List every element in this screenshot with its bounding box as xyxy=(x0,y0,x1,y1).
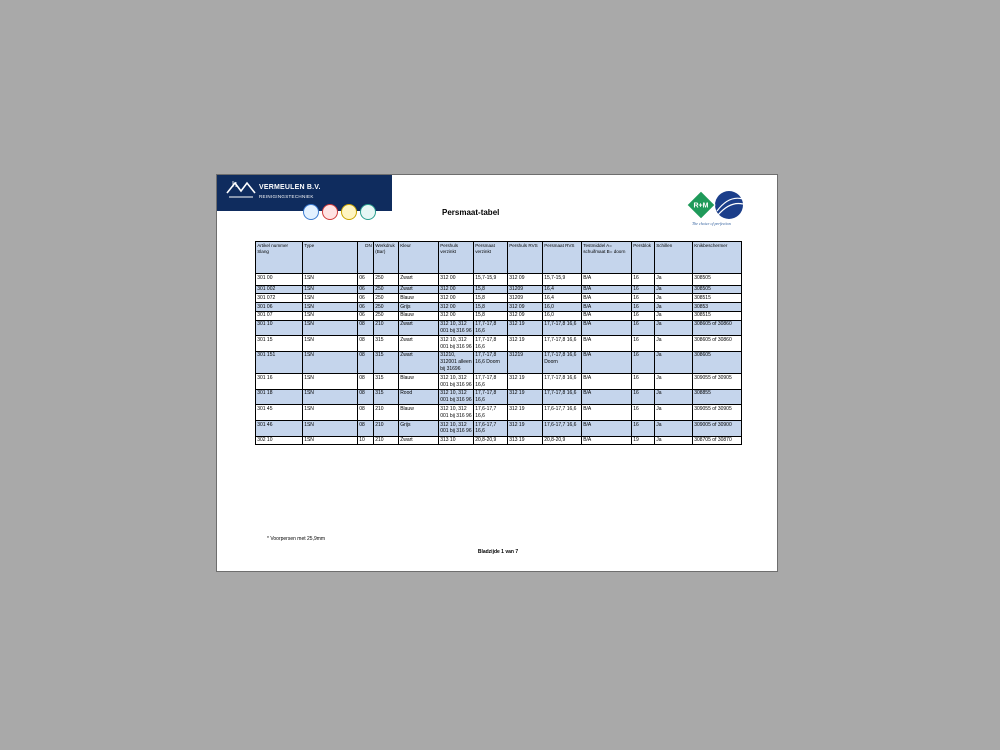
table-cell-persmaat-rvs: 17,6-17,7 16,6 xyxy=(543,405,582,421)
table-cell-schillen: Ja xyxy=(655,336,693,352)
table-row xyxy=(256,436,742,445)
column-header: DN xyxy=(358,242,374,274)
table-cell-pershuls-verzinkt: 31210, 312001 alleen bij 31696 xyxy=(440,352,472,372)
table-cell-artikel: 301 46 xyxy=(256,421,303,437)
table-cell-persmaat-verzinkt: 15,8 xyxy=(474,303,508,312)
table-cell-dn: 08 xyxy=(358,320,374,336)
table-cell-knikbeschermer: 30853 xyxy=(693,303,742,312)
table-cell-kleur: Blauw xyxy=(399,405,439,421)
certification-badge-icon xyxy=(322,204,338,220)
table-cell-werkdruk: 315 xyxy=(374,389,399,405)
table-cell-pershuls-rvs: 312 19 xyxy=(508,405,543,421)
table-cell-werkdruk: 210 xyxy=(374,436,399,445)
table-cell-kleur: Blauw xyxy=(399,294,439,303)
table-row xyxy=(256,405,742,421)
table-cell-pershuls-verzinkt: 312 00 xyxy=(439,274,474,286)
table-cell-persmaat-verzinkt: 17,7-17,8 16,6 Doorn xyxy=(474,351,508,373)
table-cell-schillen: Ja xyxy=(655,320,693,336)
table-row xyxy=(256,351,742,373)
table-cell-persmaat-verzinkt: 17,6-17,7 16,6 xyxy=(474,421,508,437)
table-cell-artikel: 301 07 xyxy=(256,311,303,320)
table-cell-artikel: 301 002 xyxy=(256,285,303,294)
table-cell-schillen: Ja xyxy=(655,311,693,320)
table-cell-werkdruk: 315 xyxy=(374,351,399,373)
table-cell-schillen: Ja xyxy=(655,421,693,437)
table-cell-dn: 06 xyxy=(358,303,374,312)
table-cell-pershuls-verzinkt: 312 10, 312 001 bij 316 96 xyxy=(440,336,472,350)
table-cell-persblok: 16 xyxy=(632,311,655,320)
table-cell-persmaat-verzinkt: 17,7-17,8 16,6 xyxy=(474,389,508,405)
table-cell-pershuls-rvs: 31219 xyxy=(508,351,543,373)
table-cell-testmiddel: B/A xyxy=(582,351,632,373)
table-row xyxy=(256,294,742,303)
table-cell-kleur: Zwart xyxy=(399,436,439,445)
column-header: Knikbeschermer xyxy=(693,242,742,274)
table-cell-persblok: 16 xyxy=(632,294,655,303)
table-cell-persmaat-verzinkt: 15,7-15,9 xyxy=(474,274,508,286)
table-cell-testmiddel: B/A xyxy=(582,294,632,303)
table-cell-kleur: Rood xyxy=(399,389,439,405)
table-cell-type: 1SN xyxy=(303,351,358,373)
table-cell-type: 1SN xyxy=(303,320,358,336)
table-cell-kleur: Zwart xyxy=(399,285,439,294)
page-number: Bladzijde 1 van 7 xyxy=(477,549,519,555)
table-cell-testmiddel: B/A xyxy=(582,336,632,352)
table-cell-artikel: 301 10 xyxy=(256,320,303,336)
table-cell-werkdruk: 315 xyxy=(374,374,399,390)
table-cell-pershuls-rvs: 312 19 xyxy=(508,389,543,405)
table-cell-pershuls-verzinkt: 312 00 xyxy=(439,303,474,312)
table-cell-persmaat-rvs: 17,7-17,8 16,6 xyxy=(543,336,582,352)
table-cell-pershuls-rvs: 312 09 xyxy=(508,303,543,312)
table-cell-werkdruk: 250 xyxy=(374,294,399,303)
table-body xyxy=(256,274,742,445)
column-header: Pershuls verzinkt xyxy=(439,242,474,274)
column-header: Artikel nummer Slang xyxy=(256,242,303,274)
table-cell-persmaat-verzinkt: 17,6-17,7 16,6 xyxy=(474,405,508,421)
table-cell-persmaat-rvs: 16,0 xyxy=(543,311,582,320)
table-cell-testmiddel: B/A xyxy=(582,285,632,294)
table-cell-schillen: Ja xyxy=(655,374,693,390)
table-cell-kleur: Zwart xyxy=(399,320,439,336)
table-header-row xyxy=(256,242,742,274)
table-cell-pershuls-verzinkt: 312 10, 312 001 bij 316 96 xyxy=(440,390,472,404)
column-header: Persblok xyxy=(632,242,655,274)
table-cell-persmaat-rvs: 17,7-17,8 16,6 xyxy=(543,320,582,336)
column-header: Pershuls RVS xyxy=(508,242,543,274)
table-cell-persblok: 16 xyxy=(632,351,655,373)
table-row xyxy=(256,374,742,390)
table-cell-testmiddel: B/A xyxy=(582,421,632,437)
table-cell-pershuls-verzinkt: 312 10, 312 001 bij 316 96 xyxy=(440,374,472,388)
table-cell-kleur: Zwart xyxy=(399,274,439,286)
table-cell-werkdruk: 210 xyxy=(374,405,399,421)
table-cell-knikbeschermer: 308605 of 30860 xyxy=(693,336,742,352)
table-cell-schillen: Ja xyxy=(655,274,693,286)
table-cell-werkdruk: 250 xyxy=(374,285,399,294)
table-cell-knikbeschermer: 308505 xyxy=(693,274,742,286)
table-cell-werkdruk: 250 xyxy=(374,311,399,320)
table-cell-kleur: Blauw xyxy=(399,374,439,390)
vermeulen-house-icon xyxy=(225,179,257,203)
document-page xyxy=(216,174,778,572)
table-row xyxy=(256,421,742,437)
table-cell-testmiddel: B/A xyxy=(582,303,632,312)
table-cell-persblok: 16 xyxy=(632,320,655,336)
table-cell-kleur: Zwart xyxy=(399,351,439,373)
table-cell-kleur: Grijs xyxy=(399,303,439,312)
table-cell-type: 1SN xyxy=(303,285,358,294)
table-cell-dn: 08 xyxy=(358,389,374,405)
table-cell-pershuls-verzinkt: 312 00 xyxy=(439,294,474,303)
table-cell-persblok: 19 xyxy=(632,436,655,445)
table-cell-pershuls-rvs: 31209 xyxy=(508,285,543,294)
table-cell-artikel: 301 15 xyxy=(256,336,303,352)
page-title: Persmaat-tabel xyxy=(442,208,500,217)
table-cell-persmaat-verzinkt: 17,7-17,8 16,6 xyxy=(474,336,508,352)
table-cell-artikel: 302 10 xyxy=(256,436,303,445)
table-cell-persmaat-verzinkt: 20,8-20,9 xyxy=(474,436,508,445)
table-cell-persmaat-verzinkt: 15,8 xyxy=(474,294,508,303)
persmaat-table xyxy=(255,241,742,445)
table-cell-testmiddel: B/A xyxy=(582,389,632,405)
table-cell-pershuls-rvs: 312 19 xyxy=(508,374,543,390)
table-cell-testmiddel: B/A xyxy=(582,274,632,286)
table-row xyxy=(256,389,742,405)
table-cell-dn: 08 xyxy=(358,336,374,352)
table-cell-knikbeschermer: 308515 xyxy=(693,294,742,303)
partner-tagline: The choice of perfection xyxy=(692,221,731,226)
table-cell-dn: 08 xyxy=(358,421,374,437)
table-cell-werkdruk: 315 xyxy=(374,336,399,352)
table-cell-persmaat-verzinkt: 17,7-17,8 16,6 xyxy=(474,320,508,336)
table-cell-persmaat-rvs: 17,7-17,8 16,6 Doorn xyxy=(543,351,582,373)
table-cell-pershuls-verzinkt: 312 10, 312 001 bij 316 96 xyxy=(440,405,472,419)
table-cell-type: 1SN xyxy=(303,303,358,312)
table-cell-type: 1SN xyxy=(303,311,358,320)
table-cell-pershuls-rvs: 312 19 xyxy=(508,320,543,336)
company-name: VERMEULEN B.V. xyxy=(259,184,321,191)
table-cell-schillen: Ja xyxy=(655,389,693,405)
table-cell-pershuls-rvs: 312 09 xyxy=(508,274,543,286)
table-cell-pershuls-rvs: 31209 xyxy=(508,294,543,303)
table-cell-persblok: 16 xyxy=(632,336,655,352)
table-cell-pershuls-verzinkt: 312 00 xyxy=(439,285,474,294)
footnote: * Voorpersen met 25,9mm xyxy=(267,536,326,542)
table-cell-dn: 06 xyxy=(358,274,374,286)
column-header: Persmaat RVS xyxy=(543,242,582,274)
table-cell-pershuls-rvs: 312 09 xyxy=(508,311,543,320)
table-cell-werkdruk: 250 xyxy=(374,303,399,312)
certification-badge-icon xyxy=(341,204,357,220)
table-cell-persmaat-rvs: 16,4 xyxy=(543,285,582,294)
table-cell-dn: 08 xyxy=(358,374,374,390)
table-cell-testmiddel: B/A xyxy=(582,374,632,390)
table-cell-artikel: 301 18 xyxy=(256,389,303,405)
table-cell-type: 1SN xyxy=(303,436,358,445)
table-cell-schillen: Ja xyxy=(655,294,693,303)
table-cell-knikbeschermer: 308605 of 30860 xyxy=(693,320,742,336)
column-header: Werkdruk (Bar) xyxy=(374,242,399,274)
table-cell-artikel: 301 00 xyxy=(256,274,303,286)
table-cell-artikel: 301 06 xyxy=(256,303,303,312)
table-cell-persmaat-verzinkt: 15,8 xyxy=(474,311,508,320)
table-cell-pershuls-rvs: 312 19 xyxy=(508,336,543,352)
table-row xyxy=(256,274,742,286)
table-cell-testmiddel: B/A xyxy=(582,436,632,445)
table-cell-knikbeschermer: 308855 xyxy=(693,389,742,405)
table-cell-persmaat-rvs: 20,8-20,9 xyxy=(543,436,582,445)
table-cell-artikel: 301 151 xyxy=(256,351,303,373)
certification-badges xyxy=(303,204,376,222)
table-cell-persmaat-rvs: 17,7-17,8 16,6 xyxy=(543,374,582,390)
table-row xyxy=(256,285,742,294)
table-cell-knikbeschermer: 308505 xyxy=(693,285,742,294)
table-cell-persmaat-rvs: 16,4 xyxy=(543,294,582,303)
table-cell-schillen: Ja xyxy=(655,351,693,373)
column-header: Testmiddel A= schuifmaat B= doorn xyxy=(582,242,632,274)
table-cell-knikbeschermer: 308515 xyxy=(693,311,742,320)
table-cell-type: 1SN xyxy=(303,405,358,421)
table-cell-persmaat-rvs: 15,7-15,9 xyxy=(543,274,582,286)
table-row xyxy=(256,311,742,320)
table-cell-persblok: 16 xyxy=(632,285,655,294)
company-subtitle: REINIGINGSTECHNIEK xyxy=(259,194,314,199)
column-header: Persmaat verzinkt xyxy=(474,242,508,274)
table-cell-knikbeschermer: 309055 of 30905 xyxy=(693,374,742,390)
table-cell-type: 1SN xyxy=(303,294,358,303)
table-cell-persblok: 16 xyxy=(632,274,655,286)
table-cell-kleur: Blauw xyxy=(399,311,439,320)
table-cell-werkdruk: 210 xyxy=(374,421,399,437)
table-cell-persmaat-rvs: 17,7-17,8 16,6 xyxy=(543,389,582,405)
table-cell-pershuls-rvs: 312 19 xyxy=(508,421,543,437)
table-cell-persblok: 16 xyxy=(632,374,655,390)
table-cell-schillen: Ja xyxy=(655,303,693,312)
table-cell-type: 1SN xyxy=(303,336,358,352)
rm-partner-logo xyxy=(685,189,747,221)
table-row xyxy=(256,336,742,352)
table-cell-knikbeschermer: 308605 xyxy=(693,351,742,373)
table-cell-dn: 06 xyxy=(358,294,374,303)
table-cell-kleur: Zwart xyxy=(399,336,439,352)
table-cell-pershuls-verzinkt: 313 10 xyxy=(439,436,474,445)
table-cell-testmiddel: B/A xyxy=(582,320,632,336)
table-cell-persblok: 16 xyxy=(632,421,655,437)
table-cell-dn: 08 xyxy=(358,351,374,373)
table-cell-pershuls-rvs: 313 19 xyxy=(508,436,543,445)
certification-badge-icon xyxy=(360,204,376,220)
table-cell-dn: 08 xyxy=(358,405,374,421)
table-cell-persmaat-rvs: 17,6-17,7 16,6 xyxy=(543,421,582,437)
table-cell-artikel: 301 16 xyxy=(256,374,303,390)
table-cell-dn: 06 xyxy=(358,285,374,294)
table-cell-pershuls-verzinkt: 312 10, 312 001 bij 316 96 xyxy=(440,321,472,334)
column-header: Kleur xyxy=(399,242,439,274)
table-cell-kleur: Grijs xyxy=(399,421,439,437)
table-cell-knikbeschermer: 308705 of 30870 xyxy=(693,436,742,445)
table-cell-pershuls-verzinkt: 312 00 xyxy=(439,311,474,320)
table-cell-knikbeschermer: 309055 of 30905 xyxy=(693,405,742,421)
table-cell-dn: 10 xyxy=(358,436,374,445)
table-cell-artikel: 301 072 xyxy=(256,294,303,303)
table-cell-persmaat-verzinkt: 15,8 xyxy=(474,285,508,294)
table-cell-pershuls-verzinkt: 312 10, 312 001 bij 316 96 xyxy=(440,421,472,435)
table-cell-type: 1SN xyxy=(303,389,358,405)
table-cell-type: 1SN xyxy=(303,421,358,437)
table-cell-persblok: 16 xyxy=(632,405,655,421)
table-cell-dn: 06 xyxy=(358,311,374,320)
table-cell-schillen: Ja xyxy=(655,405,693,421)
table-cell-werkdruk: 250 xyxy=(374,274,399,286)
table-cell-persblok: 16 xyxy=(632,303,655,312)
table-row xyxy=(256,303,742,312)
table-cell-schillen: Ja xyxy=(655,436,693,445)
table-cell-knikbeschermer: 309005 of 30900 xyxy=(693,421,742,437)
table-cell-schillen: Ja xyxy=(655,285,693,294)
table-cell-persmaat-rvs: 16,0 xyxy=(543,303,582,312)
column-header: Schillen xyxy=(655,242,693,274)
table-row xyxy=(256,320,742,336)
table-cell-testmiddel: B/A xyxy=(582,405,632,421)
table-cell-testmiddel: B/A xyxy=(582,311,632,320)
table-cell-persblok: 16 xyxy=(632,389,655,405)
table-cell-werkdruk: 210 xyxy=(374,320,399,336)
column-header: Type xyxy=(303,242,358,274)
certification-badge-icon xyxy=(303,204,319,220)
table-cell-artikel: 301 45 xyxy=(256,405,303,421)
table-cell-type: 1SN xyxy=(303,374,358,390)
table-cell-persmaat-verzinkt: 17,7-17,8 16,6 xyxy=(474,374,508,390)
rm-logo-text: R+M xyxy=(693,202,709,210)
table-cell-type: 1SN xyxy=(303,274,358,286)
